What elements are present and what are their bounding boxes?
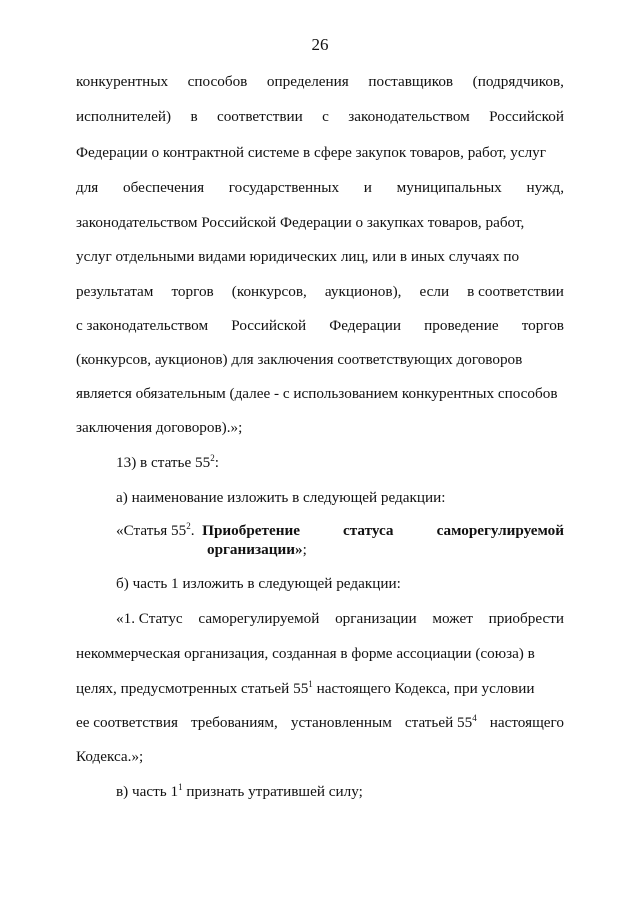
- word: способов: [187, 73, 248, 90]
- word: муниципальных: [396, 179, 502, 196]
- word: соответствии: [216, 108, 303, 125]
- word: законодательством: [348, 108, 470, 125]
- word: определения: [266, 73, 349, 90]
- item-13-suffix: :: [214, 454, 219, 471]
- heading-word: саморегулируемой: [436, 522, 564, 539]
- word: установленным: [290, 714, 392, 731]
- word: проведение: [424, 317, 499, 334]
- word: организации: [335, 610, 417, 627]
- article-heading-row-1: [116, 521, 564, 541]
- word: Российской: [489, 108, 564, 125]
- word: и: [363, 179, 372, 196]
- item-v-text: признать утратившей силу;: [182, 783, 363, 800]
- item-a-text: а) наименование изложить в следующей редакции:: [116, 489, 446, 506]
- word: требованиям,: [190, 714, 278, 731]
- word: поставщиков: [368, 73, 454, 90]
- word: обеспечения: [122, 179, 205, 196]
- text-line-1: [76, 72, 564, 92]
- superscript: 2: [186, 521, 191, 531]
- word: торгов: [171, 283, 214, 300]
- article-heading-prefix: [116, 521, 300, 541]
- word: исполнителей): [76, 108, 172, 125]
- item-b-text: б) часть 1 изложить в следующей редакции:: [116, 575, 401, 592]
- para-1-line-5: [76, 747, 564, 767]
- word: статьей 55: [404, 714, 473, 731]
- article-label: «Статья 55: [116, 522, 187, 539]
- item-13: [116, 453, 564, 473]
- word: аукционов),: [324, 283, 402, 300]
- text-line-3: [76, 143, 564, 163]
- superscript: 2: [210, 453, 215, 463]
- line-text: законодательством Российской Федерации о закупках товаров, работ,: [76, 214, 525, 231]
- word: для: [76, 179, 99, 196]
- word: конкурентных: [76, 73, 169, 90]
- item-b: [116, 574, 564, 594]
- word: может: [432, 610, 473, 627]
- word: Федерации: [329, 317, 401, 334]
- word-with-sup: [405, 713, 477, 733]
- line-text: Кодекса.»;: [76, 748, 144, 765]
- heading-tail: ;: [302, 541, 307, 558]
- line-text: услуг отдельными видами юридических лиц, или в иных случаях по: [76, 248, 520, 265]
- line-text: целях, предусмотренных статьей 55: [76, 680, 309, 697]
- word: саморегулируемой: [198, 610, 320, 627]
- text-line-8: [76, 316, 564, 336]
- para-1-line-2: [76, 644, 564, 664]
- article-dot: .: [190, 522, 195, 539]
- heading-word: статуса: [343, 522, 394, 539]
- word: настоящего: [489, 714, 564, 731]
- text-line-4: [76, 178, 564, 198]
- heading-word: Приобретение: [202, 522, 300, 539]
- page-number: 26: [311, 35, 329, 54]
- text-line-5: [76, 213, 564, 233]
- word: государственных: [228, 179, 340, 196]
- text-line-6: [76, 247, 564, 267]
- item-13-text: 13) в статье 55: [116, 454, 211, 471]
- word: торгов: [521, 317, 564, 334]
- line-text: (конкурсов, аукционов) для заключения соответствующих договоров: [76, 351, 523, 368]
- item-a: [116, 488, 564, 508]
- word: в соответствии: [467, 283, 564, 300]
- text-line-11: [76, 418, 564, 438]
- word: если: [419, 283, 450, 300]
- heading-word: организации»: [207, 541, 303, 558]
- article-heading: [116, 521, 564, 559]
- word: Российской: [231, 317, 307, 334]
- article-heading-row-2: [116, 541, 564, 559]
- item-v-text: в) часть 1: [116, 783, 179, 800]
- superscript: 1: [308, 679, 313, 689]
- word: «1. Статус: [116, 610, 183, 627]
- word: результатам: [76, 283, 154, 300]
- text-line-2: [76, 107, 564, 127]
- word: приобрести: [488, 610, 564, 627]
- text-line-10: [76, 384, 564, 404]
- text-line-9: [76, 350, 564, 370]
- word: нужд,: [526, 179, 564, 196]
- word: (подрядчиков,: [472, 73, 564, 90]
- line-text: некоммерческая организация, созданная в форме ассоциации (союза) в: [76, 645, 535, 662]
- line-text: настоящего Кодекса, при условии: [312, 680, 535, 697]
- text-line-7: [76, 282, 564, 302]
- para-1-line-3: [76, 679, 564, 699]
- word: (конкурсов,: [231, 283, 307, 300]
- para-1-line-1: [116, 609, 564, 629]
- line-text: заключения договоров).»;: [76, 419, 243, 436]
- word: ее соответствия: [76, 714, 178, 731]
- line-text: является обязательным (далее - с использованием конкурентных способов: [76, 385, 558, 402]
- word: с: [322, 108, 329, 125]
- word: в: [190, 108, 198, 125]
- para-1-line-4: [76, 713, 564, 733]
- superscript: 1: [178, 782, 183, 792]
- item-v: [116, 782, 564, 802]
- superscript: 4: [472, 713, 477, 723]
- word: с законодательством: [76, 317, 209, 334]
- line-text: Федерации о контрактной системе в сфере закупок товаров, работ, услуг: [76, 144, 546, 161]
